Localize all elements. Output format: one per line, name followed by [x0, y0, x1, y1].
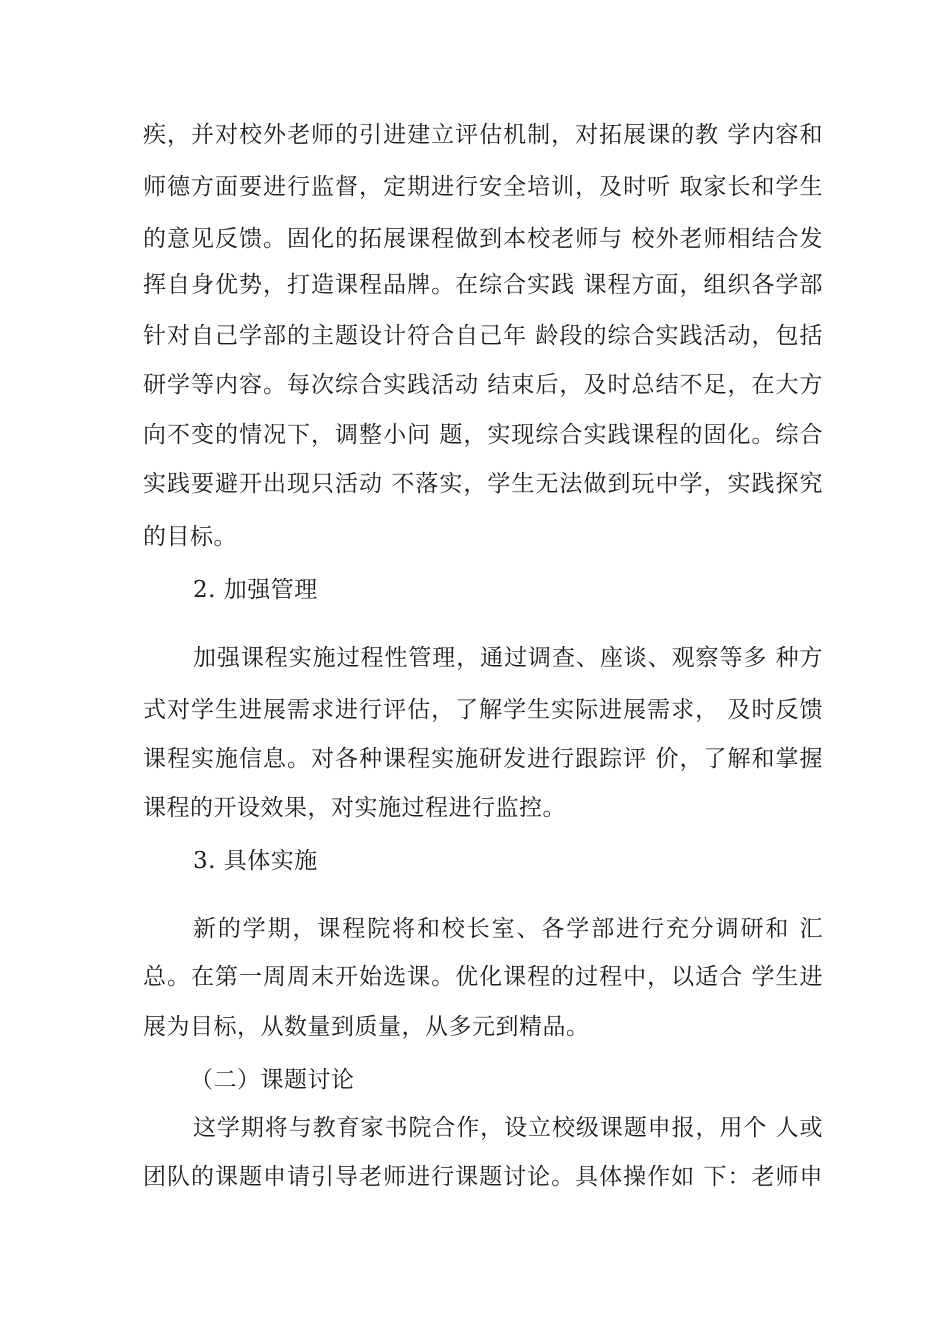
section-heading: 3. 具体实施	[193, 848, 318, 874]
paragraph-line: 课程实施信息。对各种课程实施研发进行跟踪评 价，了解和掌握	[143, 746, 823, 772]
paragraph-line: 的目标。	[143, 524, 237, 550]
paragraph-line: 新的学期，课程院将和校长室、各学部进行充分调研和 汇	[193, 916, 823, 942]
paragraph-line: 疾，并对校外老师的引进建立评估机制，对拓展课的教 学内容和	[143, 122, 823, 148]
paragraph-line: 课程的开设效果，对实施过程进行监控。	[143, 795, 566, 821]
paragraph-line: 加强课程实施过程性管理，通过调查、座谈、观察等多 种方	[193, 645, 823, 671]
paragraph-line: 实践要避开出现只活动 不落实，学生无法做到玩中学，实践探究	[143, 471, 823, 497]
paragraph-line: 式对学生进展需求进行评估，了解学生实际进展需求， 及时反馈	[143, 697, 823, 723]
paragraph-line: 这学期将与教育家书院合作，设立校级课题申报，用个 人或	[193, 1115, 823, 1141]
paragraph-line: 针对自己学部的主题设计符合自己年 龄段的综合实践活动，包括	[143, 323, 823, 349]
paragraph-line: 总。在第一周周末开始选课。优化课程的过程中，以适合 学生进	[143, 964, 823, 990]
paragraph-line: 向不变的情况下，调整小问 题，实现综合实践课程的固化。综合	[143, 422, 823, 448]
paragraph-line: 团队的课题申请引导老师进行课题讨论。具体操作如 下：老师申	[143, 1164, 823, 1190]
section-heading: （二）课题讨论	[190, 1067, 355, 1093]
paragraph-line: 展为目标，从数量到质量，从多元到精品。	[143, 1014, 590, 1040]
paragraph-line: 师德方面要进行监督，定期进行安全培训，及时听 取家长和学生	[143, 174, 823, 200]
paragraph-line: 研学等内容。每次综合实践活动 结束后，及时总结不足，在大方	[143, 372, 823, 398]
section-heading: 2. 加强管理	[193, 577, 318, 603]
paragraph-line: 的意见反馈。固化的拓展课程做到本校老师与 校外老师相结合发	[143, 226, 823, 252]
paragraph-line: 挥自身优势，打造课程品牌。在综合实践 课程方面，组织各学部	[143, 272, 823, 298]
